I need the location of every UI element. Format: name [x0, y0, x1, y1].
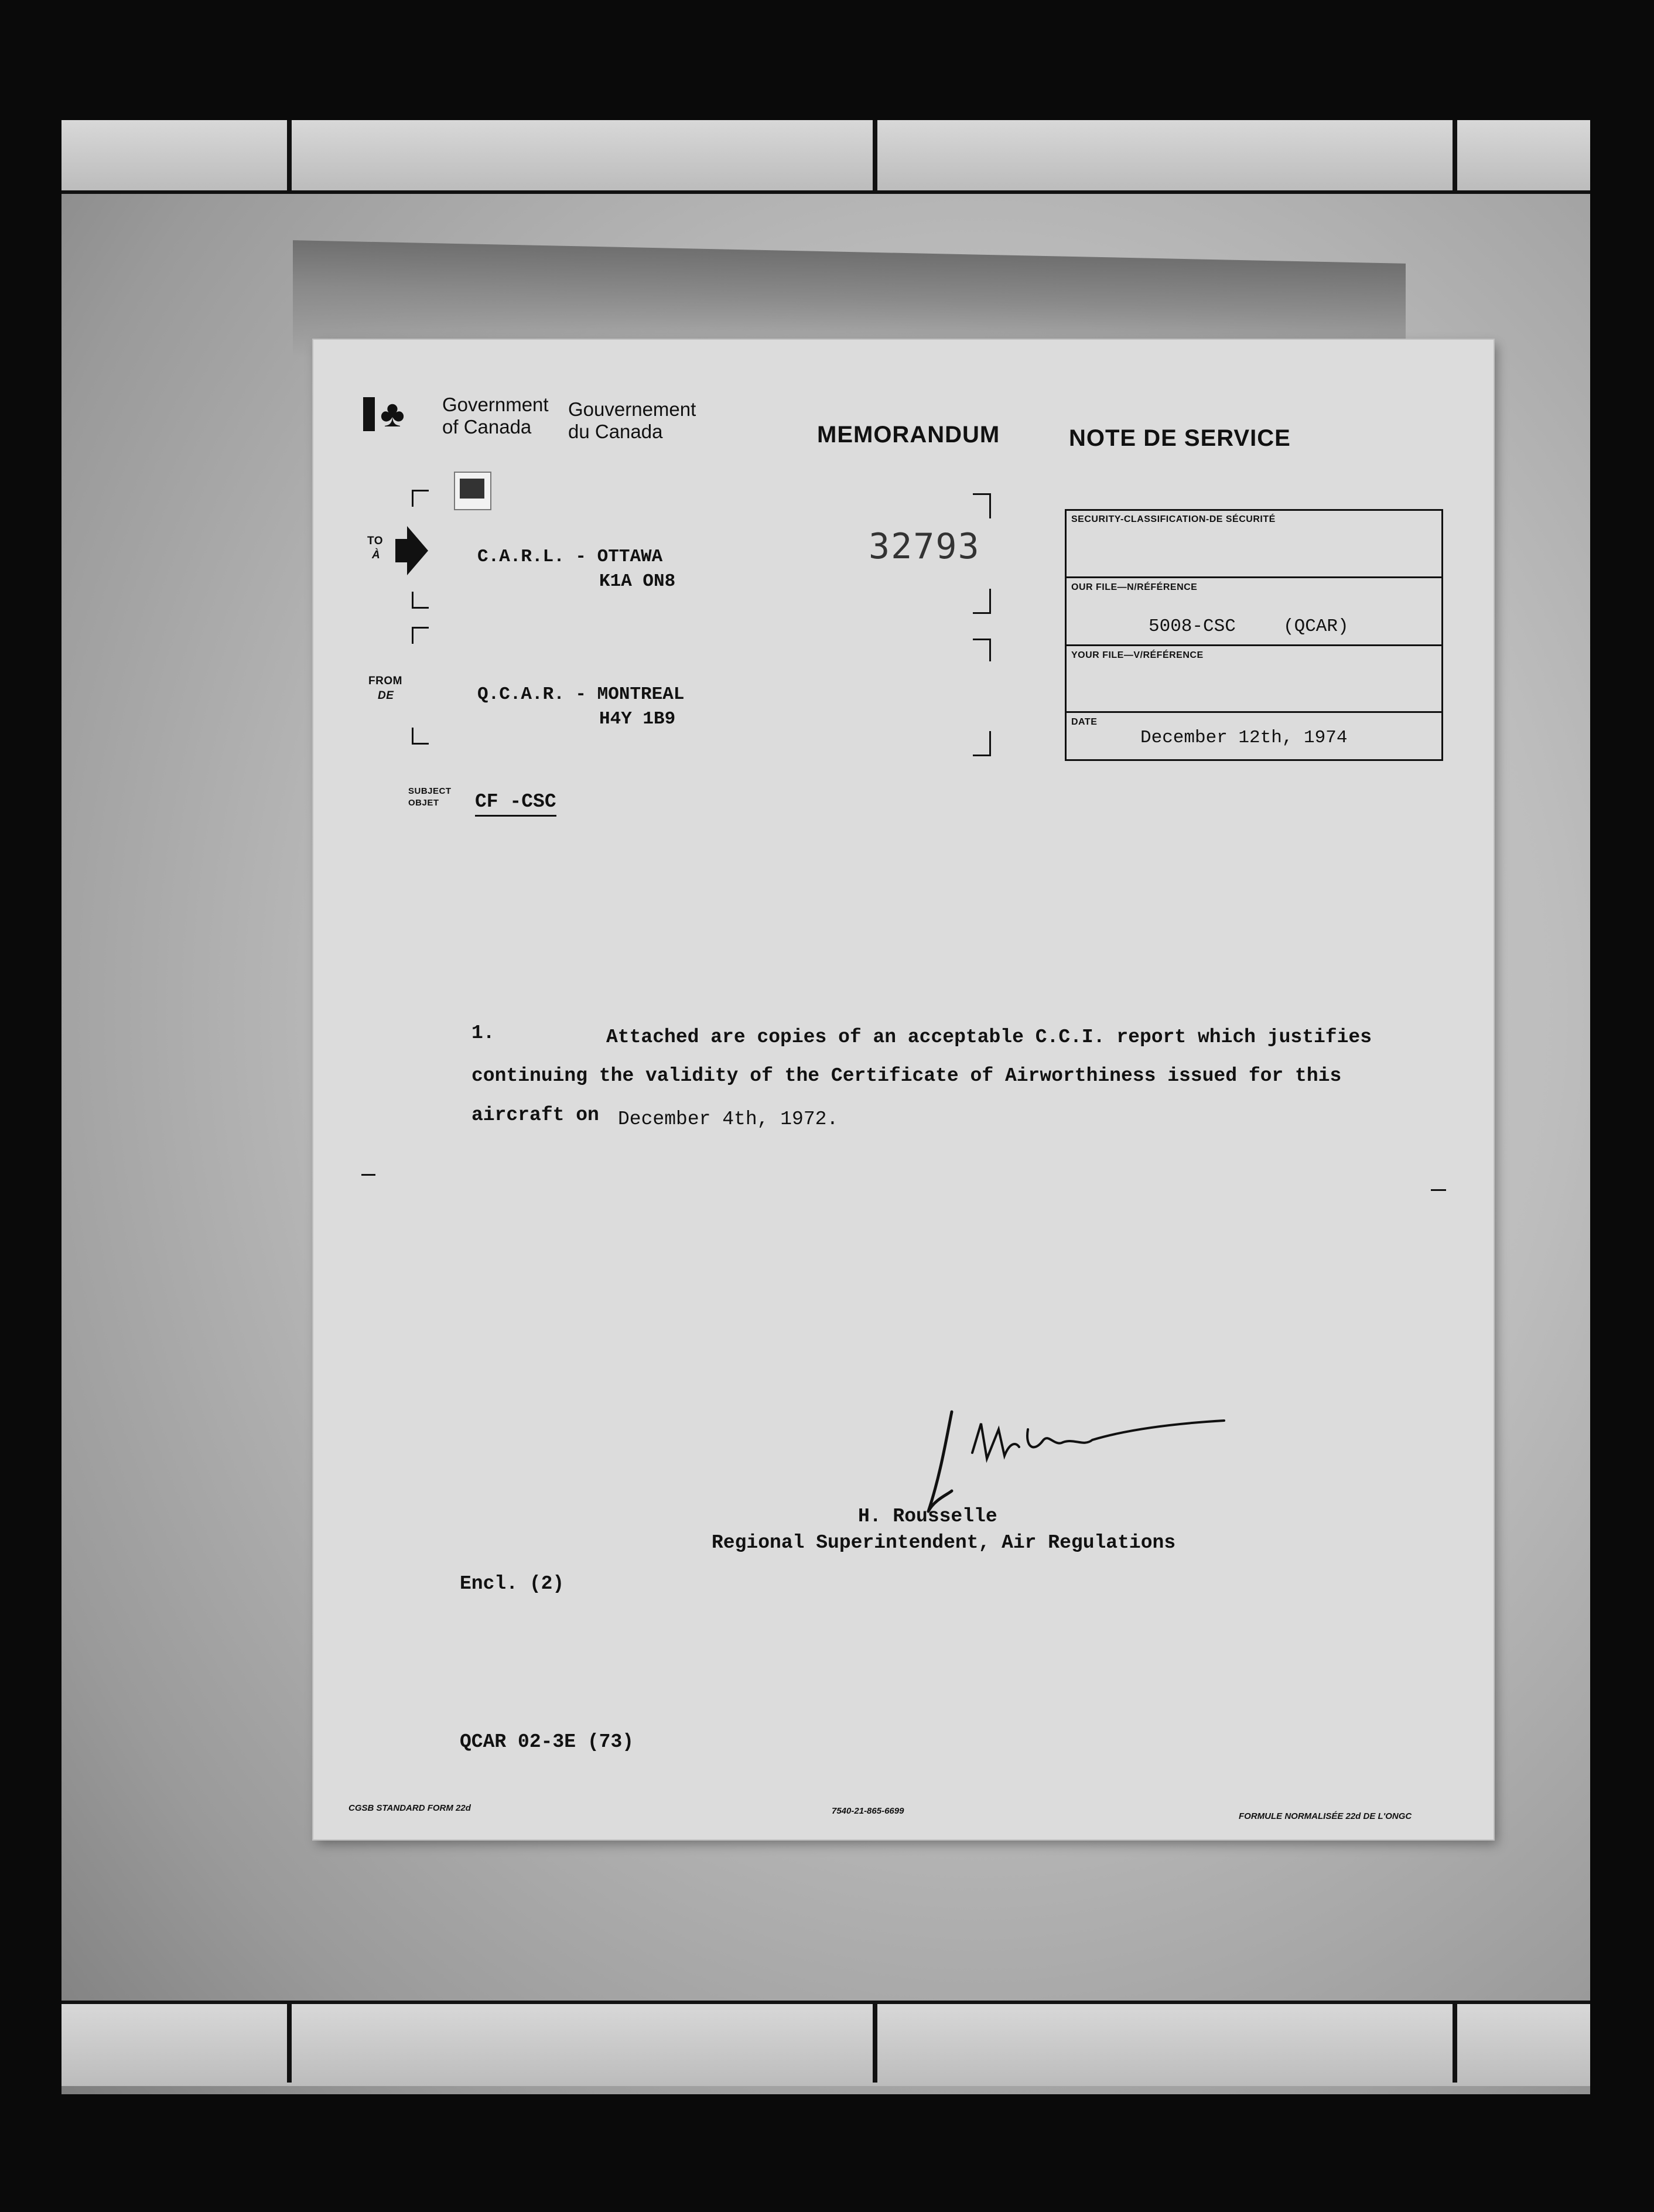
to-line1: C.A.R.L. - OTTAWA [477, 547, 663, 567]
memorandum-page [313, 340, 1494, 1839]
reference-box [1065, 509, 1443, 761]
film-divider [287, 2003, 292, 2083]
margin-mark [361, 1174, 375, 1176]
body-line2: continuing the validity of the Certificate of Airworthiness issued for this [471, 1065, 1342, 1087]
to-line2: K1A ON8 [599, 571, 676, 592]
arrow-right-icon [407, 526, 428, 575]
film-divider [1453, 120, 1457, 190]
to-label-fr: À [372, 549, 381, 561]
corner-bracket [973, 639, 991, 661]
from-label: FROM [368, 675, 402, 687]
body-line1: Attached are copies of an acceptable C.C.I. report which justifies [606, 1026, 1372, 1048]
gov-french-line2: du Canada [568, 421, 663, 442]
gov-english-line1: Government [442, 394, 549, 415]
footer-right: FORMULE NORMALISÉE 22d DE L'ONGC [1239, 1811, 1412, 1821]
our-file-suffix: (QCAR) [1283, 616, 1349, 637]
body-line3-date: December 4th, 1972. [618, 1108, 839, 1130]
paragraph-number: 1. [471, 1022, 495, 1044]
form-code: QCAR 02-3E (73) [460, 1731, 634, 1753]
gov-english-line2: of Canada [442, 416, 532, 438]
box-divider [1067, 576, 1441, 578]
box-divider [1067, 711, 1441, 713]
enclosure: Encl. (2) [460, 1573, 565, 1595]
signatory-name: H. Rousselle [858, 1506, 997, 1527]
footer-left: CGSB STANDARD FORM 22d [348, 1803, 471, 1813]
your-file-label: YOUR FILE—V/RÉFÉRENCE [1071, 650, 1204, 660]
title-memorandum: MEMORANDUM [817, 422, 1000, 448]
corner-bracket [412, 627, 429, 644]
gov-french-line1: Gouvernement [568, 398, 696, 420]
film-divider [287, 120, 292, 190]
from-line1: Q.C.A.R. - MONTREAL [477, 684, 685, 705]
from-line2: H4Y 1B9 [599, 709, 676, 729]
film-divider [873, 120, 877, 190]
body-line3-prefix: aircraft on [471, 1104, 599, 1126]
security-label: SECURITY-CLASSIFICATION-DE SÉCURITÉ [1071, 514, 1276, 524]
corner-bracket [412, 728, 429, 745]
title-note-de-service: NOTE DE SERVICE [1069, 425, 1291, 451]
from-label-fr: DE [378, 689, 394, 702]
subject-value: CF -CSC [475, 791, 556, 817]
corner-bracket [973, 731, 991, 756]
corner-bracket [973, 493, 991, 518]
footer-center: 7540-21-865-6699 [832, 1806, 904, 1816]
our-file-label: OUR FILE—N/RÉFÉRENCE [1071, 582, 1198, 592]
box-divider [1067, 644, 1441, 646]
stamp-number: 32793 [869, 526, 980, 567]
tape-mark [454, 472, 491, 510]
to-label: TO [367, 535, 384, 547]
our-file-value: 5008-CSC [1149, 616, 1236, 637]
arrow-stem [395, 539, 407, 562]
film-divider [1453, 2003, 1457, 2083]
signatory-title: Regional Superintendent, Air Regulations [712, 1532, 1176, 1554]
date-value: December 12th, 1974 [1140, 728, 1348, 748]
maple-leaf-icon: ♣ [380, 392, 405, 435]
subject-label-fr: OBJET [408, 798, 439, 808]
film-divider [873, 2003, 877, 2083]
gov-english [442, 394, 549, 438]
flag-bar-icon [363, 397, 375, 431]
corner-bracket [412, 592, 429, 609]
margin-mark [1431, 1189, 1446, 1191]
subject-label: SUBJECT [408, 786, 452, 796]
corner-bracket [973, 589, 991, 614]
date-label: DATE [1071, 717, 1098, 727]
corner-bracket [412, 490, 429, 507]
gov-french [568, 398, 696, 443]
